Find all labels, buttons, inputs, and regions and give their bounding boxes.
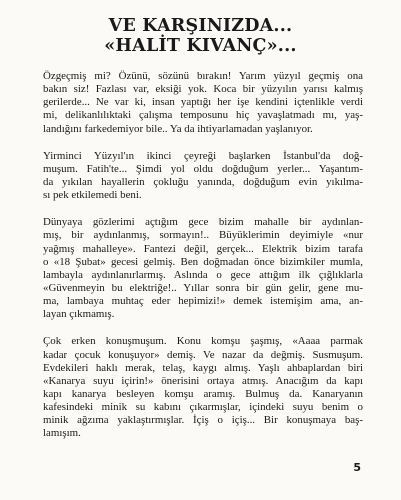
chapter-title-line-2: «HALİT KIVANÇ»...: [104, 36, 297, 56]
paragraph-1: [43, 70, 363, 136]
text-line: layan çıkmamış.: [43, 308, 115, 321]
text-line: kafesindeki minik su kabını çıkarmışlar, içindeki suyu benim o: [43, 401, 363, 414]
text-line: lambayla aydınlanırlarmış. Aslında o gece attığım ilk çığlıklarla: [43, 268, 363, 281]
chapter-title-line-1: VE KARŞINIZDA...: [108, 16, 293, 36]
text-line: minik ağzıma yaklaştırmışlar. İçiş o içiş... Bir konuşmaya baş-: [43, 414, 363, 427]
text-line: kapı kanarya besleyen komşu aramış. Bulmuş da. Kanaryanın: [43, 387, 363, 400]
text-line: gerilerde... Ne var ki, insan yaptığı her işe kendini içtenlikle verdi: [43, 96, 363, 109]
paragraph-4: [43, 335, 363, 440]
text-line: «Güvenmeyin bu elektriğe!.. Yıllar sonra bir gün gelir, gene mu-: [43, 281, 363, 294]
text-line: lamışım.: [43, 427, 81, 440]
paragraph-3: [43, 216, 363, 321]
text-line: o «18 Şubat» gecesi gelmiş. Ben doğmadan önce bizimkiler mumla,: [43, 255, 363, 268]
text-line: da yıkılan hayallerin çokluğu yanında, doğduğum evin yıkılma-: [43, 175, 363, 188]
text-line: Dünyaya gözlerimi açtığım gece bizim mahalle bir aydınlan-: [43, 216, 363, 229]
text-line: kadar çocuk konuşuyor» demiş. Ve nazar da değmiş. Susmuşum.: [43, 348, 363, 361]
text-line: yağmış mahalleye». Fantezi değil, gerçek... Elektrik bizim tarafa: [43, 242, 363, 255]
text-line: mi, delikanlılıktaki çalışma temposunu hiç yavaşlatmadı mı, yaş-: [43, 109, 363, 122]
text-line: «Kanarya suyu içirin!» önerisini ortaya atmış. Anacığım da kapı: [43, 374, 363, 387]
text-line: ma, lambaya muhtaç eder hepimizi!» demek istemişim ama, an-: [43, 295, 363, 308]
text-line: Yirminci Yüzyıl'ın ikinci çeyreği başlarken İstanbul'da doğ-: [43, 149, 363, 162]
text-line: sı pek etkilemedi beni.: [43, 189, 142, 202]
text-line: landığını farkedemiyor bile.. Ya da ihtiyarlamadan yaşlanıyor.: [43, 122, 313, 135]
body-text: [43, 70, 363, 441]
text-line: Özgeçmiş mi? Özünü, sözünü bırakın! Yarım yüzyıl geçmiş ona: [43, 70, 363, 82]
text-line: Çok erken konuşmuşum. Konu komşu şaşmış, «Aaaa parmak: [43, 335, 363, 348]
text-line: bakın siz! Fazlası var, eksiği yok. Koca bir yüzyılın yarısı kalmış: [43, 83, 363, 96]
text-line: muşum. Fatih'te... Şimdi yol oldu doğduğum yerler... Yaşantım-: [43, 162, 363, 175]
text-line: mış, bir aydınlanmış, sormayın!.. Büyüklerimin deyimiyle «nur: [43, 229, 363, 242]
paragraph-2: [43, 150, 363, 203]
text-line: Evdekileri haklı merak, telaş, kaygı almış. Yaşlı ahbaplardan biri: [43, 361, 363, 374]
page-number: 5: [353, 461, 361, 474]
